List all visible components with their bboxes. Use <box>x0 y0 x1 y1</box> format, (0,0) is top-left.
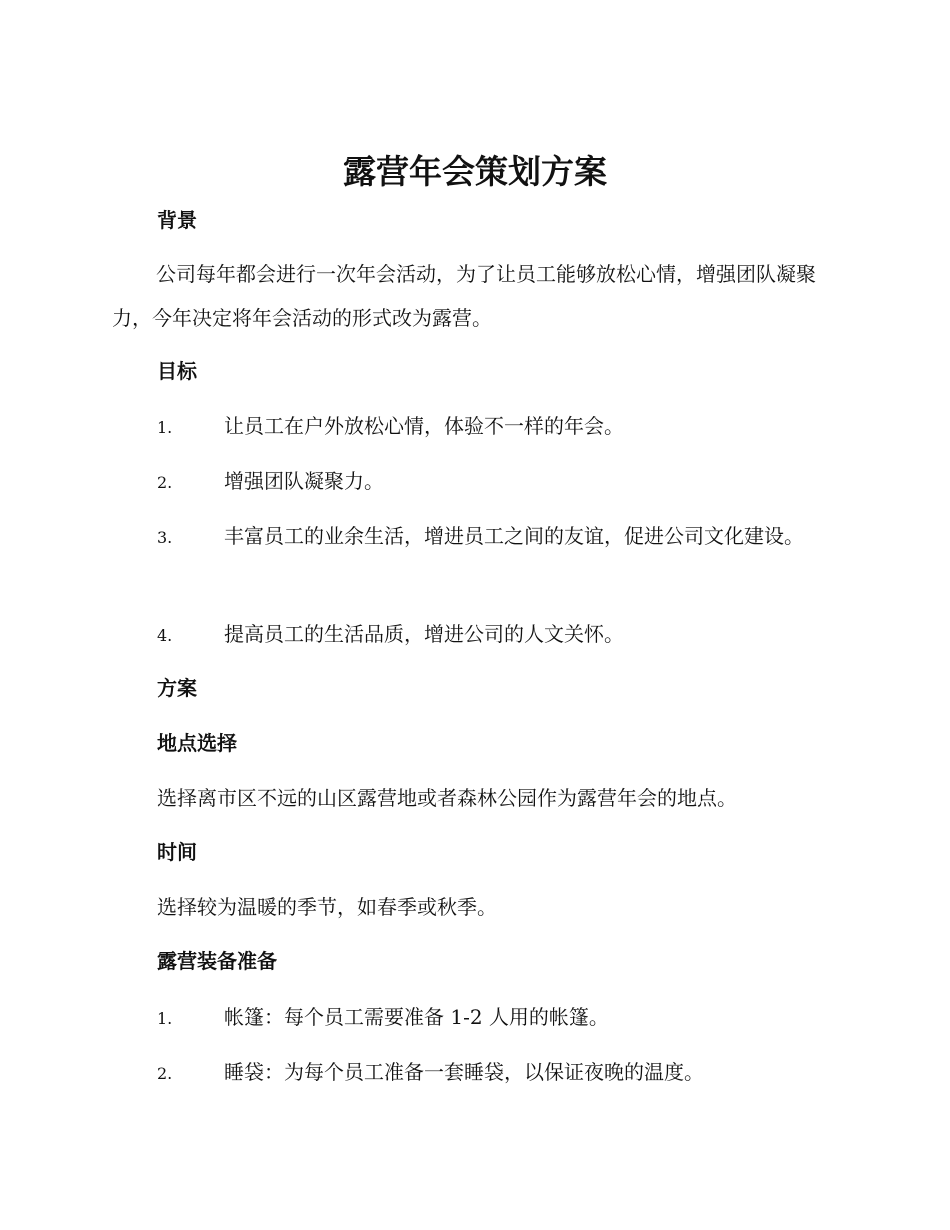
goal-item-3 <box>112 514 832 560</box>
background-paragraph: 公司每年都会进行一次年会活动，为了让员工能够放松心情，增强团队凝聚力，今年决定将年会活动的形式改为露营。 <box>112 262 816 330</box>
goal-text-1: 让员工在户外放松心情，体验不一样的年会。 <box>224 414 624 438</box>
goal-number-1: 1. <box>157 418 173 437</box>
heading-equipment: 露营装备准备 <box>157 949 277 973</box>
heading-plan: 方案 <box>157 676 197 700</box>
location-paragraph: 选择离市区不远的山区露营地或者森林公园作为露营年会的地点。 <box>157 786 737 810</box>
goal-number-2: 2. <box>157 473 173 492</box>
goal-text-4: 提高员工的生活品质，增进公司的人文关怀。 <box>224 622 624 646</box>
heading-background: 背景 <box>157 208 197 232</box>
goal-item-2 <box>112 459 832 505</box>
document-title: 露营年会策划方案 <box>343 152 607 191</box>
heading-location: 地点选择 <box>157 731 237 755</box>
time-paragraph: 选择较为温暖的季节，如春季或秋季。 <box>157 895 497 919</box>
heading-time: 时间 <box>157 840 197 864</box>
equipment-item-1 <box>112 995 832 1041</box>
goal-number-4: 4. <box>157 626 173 645</box>
heading-goals: 目标 <box>157 359 197 383</box>
goal-text-3: 丰富员工的业余生活，增进员工之间的友谊，促进公司文化建设。 <box>224 524 804 548</box>
goal-item-4 <box>112 612 832 658</box>
goal-item-1 <box>112 404 832 450</box>
equipment-number-1: 1. <box>157 1009 173 1028</box>
equipment-text-2: 睡袋：为每个员工准备一套睡袋，以保证夜晚的温度。 <box>224 1060 704 1084</box>
equipment-number-2: 2. <box>157 1064 173 1083</box>
goal-text-2: 增强团队凝聚力。 <box>224 469 384 493</box>
goal-number-3: 3. <box>157 528 173 547</box>
equipment-item-2 <box>112 1050 832 1096</box>
equipment-text-1: 帐篷：每个员工需要准备 1-2 人用的帐篷。 <box>224 1005 609 1029</box>
